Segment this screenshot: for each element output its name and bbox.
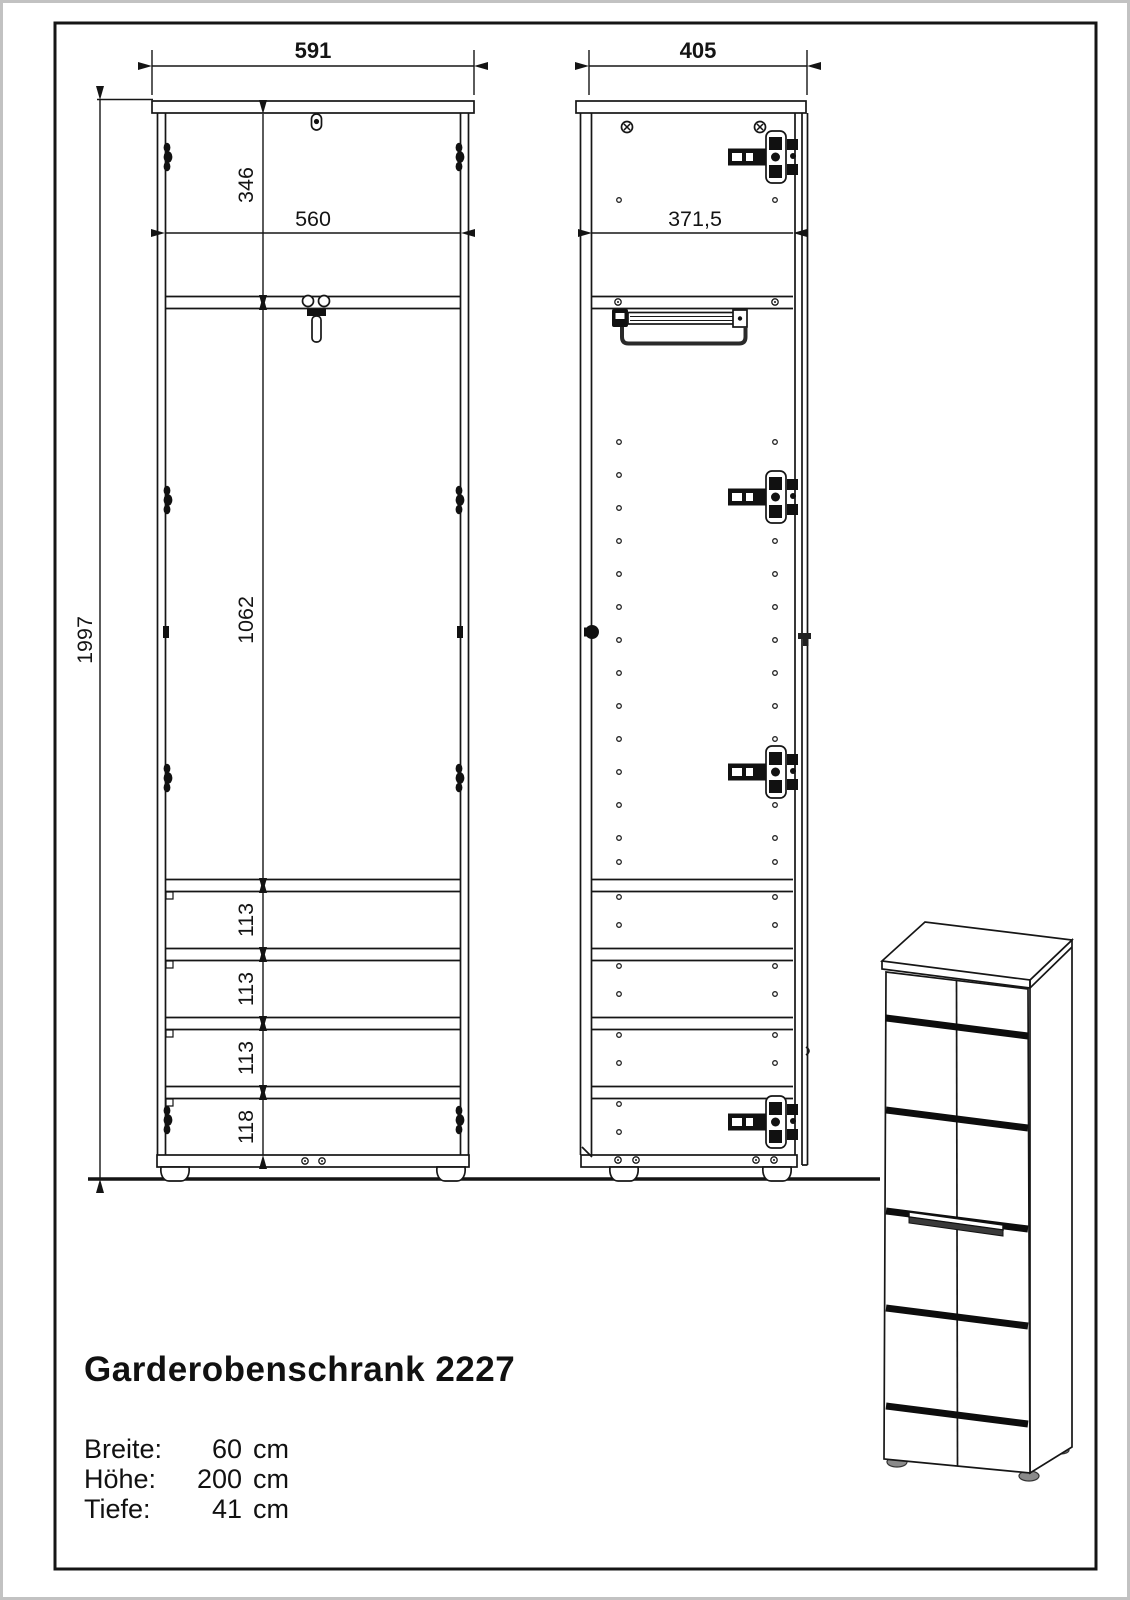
spec-row-height	[84, 1464, 289, 1494]
dim-overall-width-label: 591	[294, 38, 332, 63]
rail-hook-mount	[307, 309, 326, 316]
dim-bottom-compartment-label: 118	[234, 1109, 258, 1145]
front-hat-shelf	[165, 296, 461, 343]
spec-list	[84, 1434, 289, 1524]
title-block	[84, 1350, 515, 1390]
front-top-panel	[152, 101, 474, 113]
spec-row-width	[84, 1434, 289, 1464]
bottom-screw	[302, 1158, 308, 1164]
spec-value: 200	[196, 1464, 242, 1494]
side-lower-shelves	[592, 880, 793, 1099]
side-top-panel	[576, 101, 806, 113]
door-handle-profile	[798, 633, 811, 646]
side-foot-back	[610, 1167, 638, 1181]
spec-value: 41	[211, 1494, 242, 1524]
product-title: Garderobenschrank 2227	[84, 1350, 516, 1389]
spec-label: Breite:	[84, 1434, 163, 1464]
side-hat-shelf-rail	[592, 297, 793, 344]
top-screw-icon	[622, 122, 633, 133]
front-mid-wall-fittings	[163, 626, 463, 638]
top-screw-icon	[755, 122, 766, 133]
dim-middle-compartment-label: 1062	[234, 596, 258, 644]
dim-overall-height-label: 1997	[73, 616, 97, 664]
rail-hook	[312, 316, 321, 342]
spec-value: 60	[211, 1434, 242, 1464]
dim-inner-width-label: 560	[295, 207, 331, 231]
dim-shelf-spacing-2-label: 113	[234, 971, 258, 1007]
iso-side-panel	[1030, 940, 1072, 1473]
dim-top-compartment-label: 346	[234, 167, 258, 203]
shelf-pin-holes	[617, 198, 778, 1135]
front-side-walls	[158, 113, 469, 1155]
front-elevation-view	[152, 101, 474, 1181]
keyhole-mount-icon	[312, 114, 322, 130]
side-bottom-panel	[581, 1155, 797, 1167]
spec-unit: cm	[253, 1464, 289, 1494]
wall-fitting-base	[584, 628, 591, 637]
front-hinge-plates	[164, 143, 465, 1135]
front-lower-shelves	[165, 880, 461, 1107]
spec-label: Höhe:	[84, 1464, 157, 1494]
side-hinges	[728, 131, 798, 1148]
spec-label: Tiefe:	[84, 1494, 151, 1524]
spec-unit: cm	[253, 1434, 289, 1464]
spec-row-depth	[84, 1494, 289, 1524]
front-foot-right	[437, 1167, 465, 1181]
dim-overall-depth-label: 405	[679, 38, 717, 63]
isometric-view	[882, 922, 1072, 1481]
dim-inner-depth-label: 371,5	[668, 207, 722, 231]
dim-shelf-spacing-3-label: 113	[234, 1040, 258, 1076]
side-section-view	[576, 101, 811, 1181]
bottom-screw	[319, 1158, 325, 1164]
pullout-rail-bar	[628, 313, 746, 325]
spec-unit: cm	[253, 1494, 289, 1524]
dim-shelf-spacing-1-label: 113	[234, 902, 258, 938]
pullout-rail-loop	[622, 327, 746, 344]
front-dimensions	[73, 38, 474, 1179]
front-foot-left	[161, 1167, 189, 1181]
side-foot-front	[763, 1167, 791, 1181]
front-bottom-panel	[157, 1155, 469, 1167]
